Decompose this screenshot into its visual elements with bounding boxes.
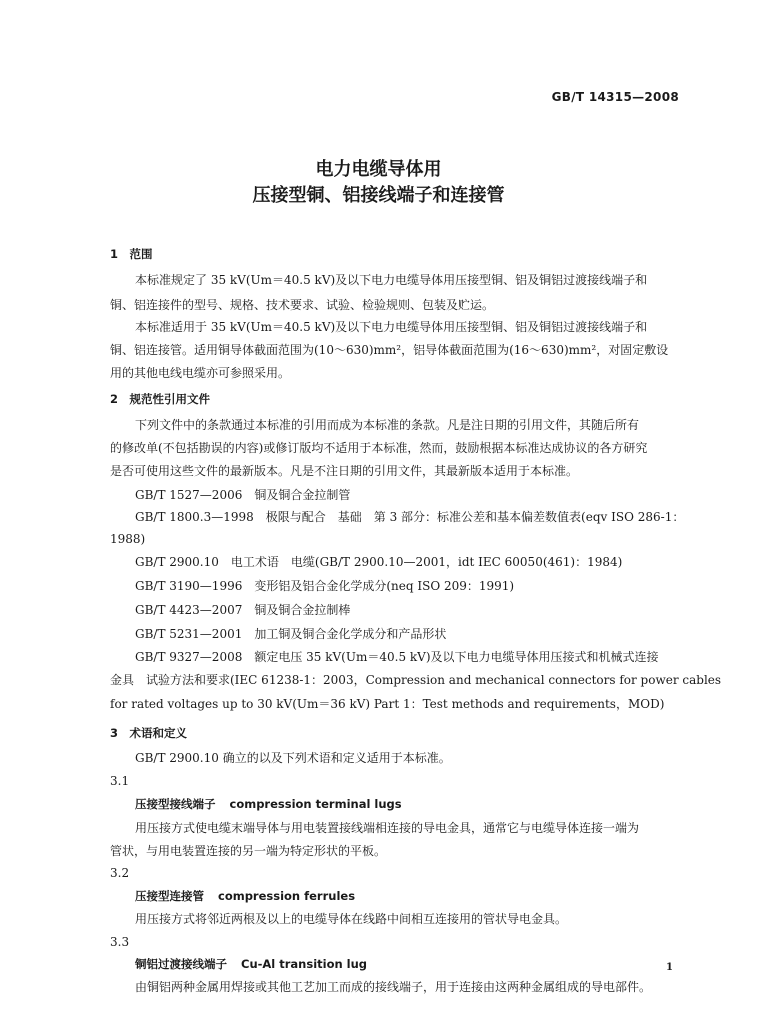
document-title-line2: 压接型铜、铝接线端子和连接管 xyxy=(252,185,505,206)
paragraph-line: 的修改单(不包括勘误的内容)或修订版均不适用于本标准，然而，鼓励根据本标准达成协议的各方研究 xyxy=(110,441,648,455)
section-1-heading: 1 范围 xyxy=(110,247,153,261)
term-chinese: 压接型接线端子 xyxy=(135,797,216,811)
document-title-line1: 电力电缆导体用 xyxy=(315,159,442,180)
reference-item-continuation: 1988) xyxy=(110,532,146,546)
reference-item-continuation: for rated voltages up to 30 kV(Um＝36 kV) Part 1：Test methods and requirements，MOD) xyxy=(110,697,665,711)
paragraph-line: 铜、铝连接管。适用铜导体截面范围为(10～630)mm²，铝导体截面范围为(16～630)mm²，对固定敷设 xyxy=(110,343,669,357)
paragraph-line: 铜、铝连接件的型号、规格、技术要求、试验、检验规则、包装及贮运。 xyxy=(110,298,495,312)
term-chinese: 压接型连接管 xyxy=(135,889,204,903)
paragraph-line: 下列文件中的条款通过本标准的引用而成为本标准的条款。凡是注日期的引用文件，其随后所有 xyxy=(135,418,640,432)
term-number: 3.3 xyxy=(110,935,130,949)
page-number: 1 xyxy=(666,962,673,973)
definition-line: 用压接方式将邻近两根及以上的电缆导体在线路中间相互连接用的管状导电金具。 xyxy=(135,912,568,926)
paragraph-line: 用的其他电线电缆亦可参照采用。 xyxy=(110,366,291,380)
paragraph-line: GB/T 2900.10 确立的以及下列术语和定义适用于本标准。 xyxy=(135,751,451,765)
paragraph-line: 是否可使用这些文件的最新版本。凡是不注日期的引用文件，其最新版本适用于本标准。 xyxy=(110,464,579,478)
reference-item: GB/T 1527—2006 铜及铜合金拉制管 xyxy=(135,488,351,502)
paragraph-line: 本标准规定了 35 kV(Um＝40.5 kV)及以下电力电缆导体用压接型铜、铝及铜铝过渡接线端子和 xyxy=(135,273,648,287)
term-heading xyxy=(135,797,402,811)
reference-item-continuation: 金具 试验方法和要求(IEC 61238-1：2003，Compression and mechanical connectors for power cables xyxy=(110,673,722,687)
definition-line: 用压接方式使电缆末端导体与用电装置接线端相连接的导电金具，通常它与电缆导体连接一端为 xyxy=(135,821,640,835)
term-english: compression terminal lugs xyxy=(229,797,402,811)
term-number: 3.1 xyxy=(110,774,130,788)
definition-line: 管状，与用电装置连接的另一端为特定形状的平板。 xyxy=(110,844,387,858)
reference-item: GB/T 9327—2008 额定电压 35 kV(Um＝40.5 kV)及以下电力电缆导体用压接式和机械式连接 xyxy=(135,650,659,664)
section-3-heading: 3 术语和定义 xyxy=(110,726,188,740)
reference-item: GB/T 1800.3—1998 极限与配合 基础 第 3 部分：标准公差和基本偏差数值表(eqv ISO 286-1： xyxy=(135,510,685,524)
definition-line: 由铜铝两种金属用焊接或其他工艺加工而成的接线端子，用于连接由这两种金属组成的导电部件。 xyxy=(135,980,652,994)
reference-item: GB/T 4423—2007 铜及铜合金拉制棒 xyxy=(135,603,351,617)
standard-code: GB/T 14315—2008 xyxy=(551,90,679,104)
paragraph-line: 本标准适用于 35 kV(Um＝40.5 kV)及以下电力电缆导体用压接型铜、铝及铜铝过渡接线端子和 xyxy=(135,320,648,334)
term-heading xyxy=(135,957,367,971)
term-number: 3.2 xyxy=(110,866,130,880)
term-english: Cu-Al transition lug xyxy=(241,957,368,971)
term-heading xyxy=(135,889,355,903)
term-chinese: 铜铝过渡接线端子 xyxy=(135,957,227,971)
reference-item: GB/T 3190—1996 变形铝及铝合金化学成分(neq ISO 209：1991) xyxy=(135,579,515,593)
reference-item: GB/T 5231—2001 加工铜及铜合金化学成分和产品形状 xyxy=(135,627,447,641)
section-2-heading: 2 规范性引用文件 xyxy=(110,392,211,406)
reference-item: GB/T 2900.10 电工术语 电缆(GB/T 2900.10—2001，idt IEC 60050(461)：1984) xyxy=(135,555,623,569)
term-english: compression ferrules xyxy=(218,889,356,903)
